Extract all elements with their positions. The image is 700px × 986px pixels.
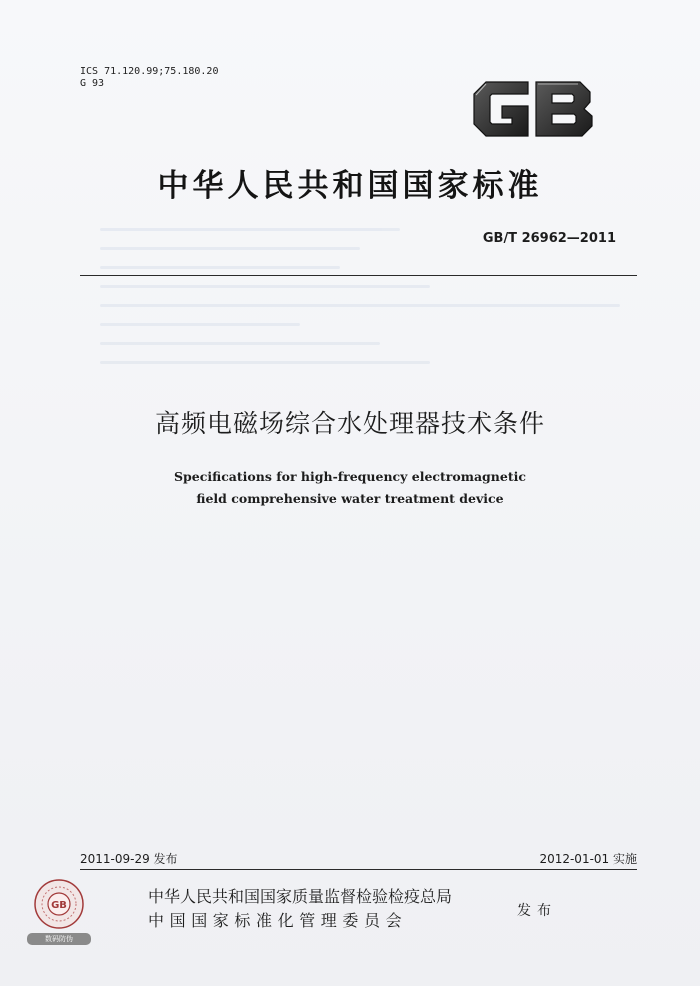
ics-code: ICS 71.120.99;75.180.20	[80, 66, 219, 77]
publisher-aqsiq: 中华人民共和国国家质量监督检验检疫总局	[148, 887, 453, 906]
show-through-text	[100, 228, 620, 380]
gb-logo-icon	[468, 74, 598, 144]
seal-logo-text: GB	[51, 900, 67, 911]
document-title-en	[0, 466, 700, 510]
effective-date: 2012-01-01 实施	[539, 852, 637, 866]
standard-number: GB/T 26962—2011	[482, 231, 616, 246]
document-title-cn: 高频电磁场综合水处理器技术条件	[154, 409, 545, 438]
footer-divider	[80, 869, 637, 870]
classification-codes	[80, 66, 218, 90]
national-standard-heading: 中华人民共和国国家标准	[157, 168, 543, 204]
release-label: 发布	[517, 903, 557, 919]
publisher-sac: 中国国家标准化管理委员会	[148, 911, 408, 930]
title-en-line: field comprehensive water treatment device	[196, 491, 504, 506]
header-divider	[80, 275, 637, 276]
publishing-authorities	[148, 885, 452, 933]
anti-counterfeit-seal-icon	[33, 878, 85, 930]
seal-caption: 数码防伪	[27, 933, 91, 945]
title-en-line: Specifications for high-frequency electromagnetic	[174, 469, 526, 484]
issue-date: 2011-09-29 发布	[80, 852, 178, 866]
ccs-code: G 93	[80, 78, 105, 89]
